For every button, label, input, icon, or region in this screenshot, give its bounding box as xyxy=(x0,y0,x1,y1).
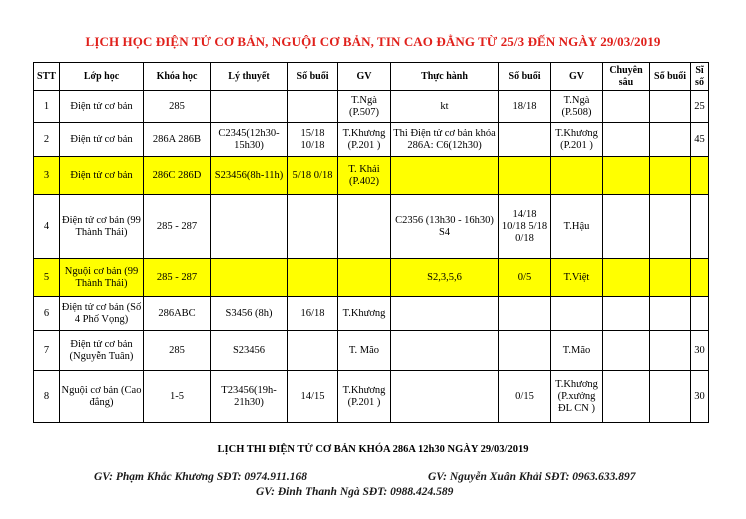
cell-course: 286C 286D xyxy=(144,157,211,195)
cell-practice: kt xyxy=(391,91,499,123)
cell-count xyxy=(691,195,709,259)
cell-course: 285 - 287 xyxy=(144,259,211,297)
header-course: Khóa học xyxy=(144,63,211,91)
cell-sessions: 16/18 xyxy=(288,297,338,331)
header-sessions: Số buổi xyxy=(499,63,551,91)
cell-theory xyxy=(211,259,288,297)
cell-advanced xyxy=(603,259,650,297)
cell-advanced xyxy=(603,195,650,259)
cell-course: 285 xyxy=(144,331,211,371)
cell-stt: 4 xyxy=(34,195,60,259)
cell-sessions xyxy=(650,331,691,371)
cell-teacher: T. Mão xyxy=(338,331,391,371)
cell-sessions: 15/18 10/18 xyxy=(288,123,338,157)
cell-sessions: 0/5 xyxy=(499,259,551,297)
header-teacher: GV xyxy=(338,63,391,91)
cell-teacher: T.Khương (P.201 ) xyxy=(338,123,391,157)
cell-class: Nguội cơ bản (Cao đẳng) xyxy=(60,371,144,423)
cell-stt: 8 xyxy=(34,371,60,423)
cell-sessions xyxy=(650,371,691,423)
cell-sessions: 14/18 10/18 5/18 0/18 xyxy=(499,195,551,259)
contact-khuong: GV: Phạm Khắc Khương SĐT: 0974.911.168 xyxy=(94,471,307,483)
cell-practice xyxy=(391,331,499,371)
cell-theory xyxy=(211,91,288,123)
cell-class: Điện tử cơ bản xyxy=(60,157,144,195)
cell-sessions xyxy=(650,195,691,259)
table-row xyxy=(34,371,709,423)
cell-sessions xyxy=(288,331,338,371)
cell-teacher: T.Ngà (P.507) xyxy=(338,91,391,123)
table-header-row xyxy=(34,63,709,91)
page-title: LỊCH HỌC ĐIỆN TỬ CƠ BẢN, NGUỘI CƠ BẢN, TIN CAO ĐẲNG TỪ 25/3 ĐẾN NGÀY 29/03/2019 xyxy=(85,34,661,49)
cell-teacher xyxy=(338,259,391,297)
cell-teacher xyxy=(338,195,391,259)
schedule-table xyxy=(33,62,709,423)
cell-theory: S23456 xyxy=(211,331,288,371)
cell-sessions xyxy=(499,157,551,195)
cell-sessions: 18/18 xyxy=(499,91,551,123)
header-sessions: Số buổi xyxy=(288,63,338,91)
cell-teacher: T.Khương xyxy=(338,297,391,331)
cell-theory: C2345(12h30-15h30) xyxy=(211,123,288,157)
cell-sessions xyxy=(288,259,338,297)
cell-count: 30 xyxy=(691,331,709,371)
header-advanced: Chuyên sâu xyxy=(603,63,650,91)
cell-class: Điện tử cơ bản (Số 4 Phố Vọng) xyxy=(60,297,144,331)
cell-practice: S2,3,5,6 xyxy=(391,259,499,297)
header-count: Sĩ số xyxy=(691,63,709,91)
cell-teacher: T.Khương (P.xưởng ĐL CN ) xyxy=(551,371,603,423)
cell-stt: 3 xyxy=(34,157,60,195)
cell-count: 30 xyxy=(691,371,709,423)
cell-sessions: 14/15 xyxy=(288,371,338,423)
cell-theory: S23456(8h-11h) xyxy=(211,157,288,195)
cell-class: Điện tử cơ bản (99 Thành Thái) xyxy=(60,195,144,259)
cell-teacher: T.Hậu xyxy=(551,195,603,259)
table-row xyxy=(34,157,709,195)
cell-advanced xyxy=(603,91,650,123)
cell-practice xyxy=(391,371,499,423)
cell-stt: 7 xyxy=(34,331,60,371)
cell-count: 25 xyxy=(691,91,709,123)
cell-teacher: T.Khương (P.201 ) xyxy=(338,371,391,423)
cell-course: 1-5 xyxy=(144,371,211,423)
table-row xyxy=(34,259,709,297)
cell-count xyxy=(691,259,709,297)
cell-practice xyxy=(391,297,499,331)
cell-advanced xyxy=(603,157,650,195)
header-practice: Thực hành xyxy=(391,63,499,91)
cell-teacher xyxy=(551,157,603,195)
cell-teacher xyxy=(551,297,603,331)
cell-count xyxy=(691,157,709,195)
cell-class: Điện tử cơ bản (Nguyễn Tuân) xyxy=(60,331,144,371)
cell-advanced xyxy=(603,297,650,331)
header-stt: STT xyxy=(34,63,60,91)
cell-sessions xyxy=(650,123,691,157)
contact-nga: GV: Đinh Thanh Ngà SĐT: 0988.424.589 xyxy=(256,486,454,498)
header-theory: Lý thuyết xyxy=(211,63,288,91)
exam-note: LỊCH THI ĐIỆN TỬ CƠ BẢN KHÓA 286A 12h30 NGÀY 29/03/2019 xyxy=(217,444,529,455)
cell-sessions xyxy=(650,297,691,331)
cell-practice: C2356 (13h30 - 16h30) S4 xyxy=(391,195,499,259)
cell-class: Điện tử cơ bản xyxy=(60,123,144,157)
cell-teacher: T.Việt xyxy=(551,259,603,297)
cell-teacher: T. Khải (P.402) xyxy=(338,157,391,195)
cell-advanced xyxy=(603,123,650,157)
table-row xyxy=(34,297,709,331)
cell-course: 286ABC xyxy=(144,297,211,331)
table-row xyxy=(34,91,709,123)
table-row xyxy=(34,331,709,371)
table-row xyxy=(34,123,709,157)
cell-theory: S3456 (8h) xyxy=(211,297,288,331)
cell-theory xyxy=(211,195,288,259)
cell-sessions xyxy=(650,157,691,195)
cell-practice: Thi Điện tử cơ bản khóa 286A: C6(12h30) xyxy=(391,123,499,157)
cell-stt: 2 xyxy=(34,123,60,157)
cell-stt: 5 xyxy=(34,259,60,297)
cell-sessions xyxy=(650,91,691,123)
cell-stt: 1 xyxy=(34,91,60,123)
cell-teacher: T.Ngà (P.508) xyxy=(551,91,603,123)
cell-sessions xyxy=(499,331,551,371)
cell-advanced xyxy=(603,331,650,371)
header-teacher: GV xyxy=(551,63,603,91)
cell-course: 285 xyxy=(144,91,211,123)
cell-sessions: 0/15 xyxy=(499,371,551,423)
cell-course: 285 - 287 xyxy=(144,195,211,259)
cell-sessions xyxy=(499,297,551,331)
header-class: Lớp học xyxy=(60,63,144,91)
cell-sessions xyxy=(499,123,551,157)
cell-teacher: T.Khương (P.201 ) xyxy=(551,123,603,157)
cell-class: Nguội cơ bản (99 Thành Thái) xyxy=(60,259,144,297)
table-row xyxy=(34,195,709,259)
cell-sessions: 5/18 0/18 xyxy=(288,157,338,195)
cell-theory: T23456(19h-21h30) xyxy=(211,371,288,423)
cell-count xyxy=(691,297,709,331)
cell-course: 286A 286B xyxy=(144,123,211,157)
cell-count: 45 xyxy=(691,123,709,157)
header-sessions: Số buổi xyxy=(650,63,691,91)
cell-sessions xyxy=(288,195,338,259)
cell-sessions xyxy=(650,259,691,297)
contact-khai: GV: Nguyễn Xuân Khải SĐT: 0963.633.897 xyxy=(428,471,636,483)
cell-class: Điện tử cơ bản xyxy=(60,91,144,123)
cell-sessions xyxy=(288,91,338,123)
cell-advanced xyxy=(603,371,650,423)
cell-teacher: T.Mão xyxy=(551,331,603,371)
cell-stt: 6 xyxy=(34,297,60,331)
cell-practice xyxy=(391,157,499,195)
